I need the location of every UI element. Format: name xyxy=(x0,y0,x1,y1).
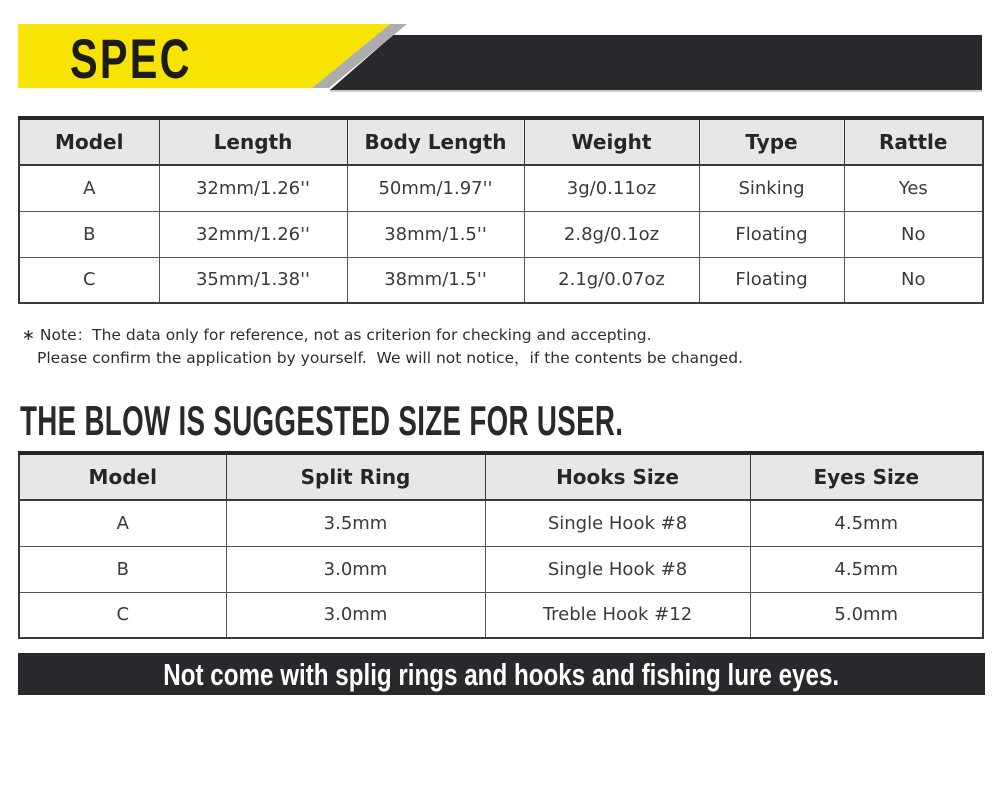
cell-split-ring: 3.5mm xyxy=(226,500,485,546)
table-row xyxy=(19,257,983,303)
cell-body-length: 50mm/1.97'' xyxy=(347,165,524,211)
cell-model: C xyxy=(19,592,226,638)
note-line-1: ∗ Note：The data only for reference, not as criterion for checking and accepting. xyxy=(22,326,652,344)
col-header-hooks-size: Hooks Size xyxy=(485,453,750,500)
banner-dark-band xyxy=(330,35,982,90)
cell-rattle: No xyxy=(844,257,983,303)
cell-hooks-size: Treble Hook #12 xyxy=(485,592,750,638)
cell-length: 32mm/1.26'' xyxy=(159,165,347,211)
col-header-weight: Weight xyxy=(524,118,699,165)
spec-table xyxy=(18,116,984,304)
cell-type: Floating xyxy=(699,211,844,257)
suggested-size-heading: THE BLOW IS SUGGESTED SIZE FOR USER. xyxy=(20,397,624,444)
cell-rattle: Yes xyxy=(844,165,983,211)
suggested-size-table xyxy=(18,451,984,639)
cell-eyes-size: 5.0mm xyxy=(750,592,983,638)
cell-split-ring: 3.0mm xyxy=(226,592,485,638)
cell-hooks-size: Single Hook #8 xyxy=(485,546,750,592)
cell-model: B xyxy=(19,211,159,257)
cell-type: Sinking xyxy=(699,165,844,211)
col-header-type: Type xyxy=(699,118,844,165)
footer-banner-text: Not come with splig rings and hooks and fishing lure eyes. xyxy=(163,656,840,692)
spec-header-banner xyxy=(0,0,1000,95)
col-header-model: Model xyxy=(19,453,226,500)
col-header-rattle: Rattle xyxy=(844,118,983,165)
col-header-model: Model xyxy=(19,118,159,165)
spec-table-header-row xyxy=(19,118,983,165)
cell-split-ring: 3.0mm xyxy=(226,546,485,592)
footer-banner xyxy=(18,653,985,695)
col-header-body-length: Body Length xyxy=(347,118,524,165)
cell-body-length: 38mm/1.5'' xyxy=(347,257,524,303)
cell-weight: 2.8g/0.1oz xyxy=(524,211,699,257)
cell-length: 32mm/1.26'' xyxy=(159,211,347,257)
cell-model: C xyxy=(19,257,159,303)
cell-body-length: 38mm/1.5'' xyxy=(347,211,524,257)
cell-model: A xyxy=(19,500,226,546)
table-row xyxy=(19,592,983,638)
table-row xyxy=(19,211,983,257)
reference-note xyxy=(22,324,1000,370)
table-row xyxy=(19,500,983,546)
note-line-2: Please confirm the application by yourself. We will not notice，if the contents be changed. xyxy=(37,349,744,367)
cell-rattle: No xyxy=(844,211,983,257)
cell-length: 35mm/1.38'' xyxy=(159,257,347,303)
cell-weight: 3g/0.11oz xyxy=(524,165,699,211)
cell-model: A xyxy=(19,165,159,211)
col-header-length: Length xyxy=(159,118,347,165)
spec-title: SPEC xyxy=(70,27,192,90)
cell-weight: 2.1g/0.07oz xyxy=(524,257,699,303)
cell-eyes-size: 4.5mm xyxy=(750,546,983,592)
cell-model: B xyxy=(19,546,226,592)
table-row xyxy=(19,165,983,211)
cell-eyes-size: 4.5mm xyxy=(750,500,983,546)
cell-hooks-size: Single Hook #8 xyxy=(485,500,750,546)
table-row xyxy=(19,546,983,592)
col-header-eyes-size: Eyes Size xyxy=(750,453,983,500)
col-header-split-ring: Split Ring xyxy=(226,453,485,500)
cell-type: Floating xyxy=(699,257,844,303)
size-table-header-row xyxy=(19,453,983,500)
